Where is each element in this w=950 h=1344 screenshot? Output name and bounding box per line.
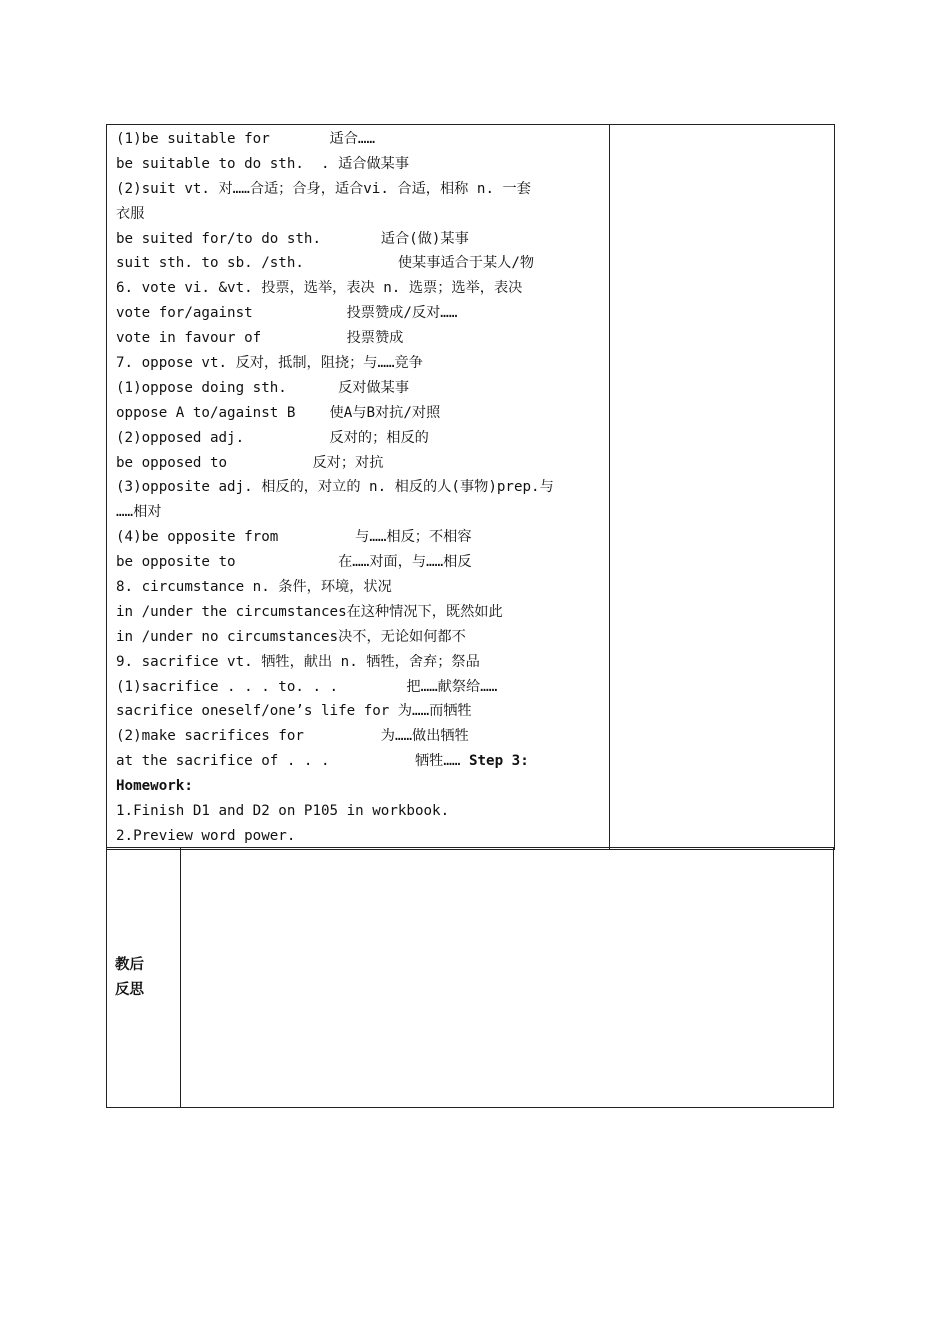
- note-line: (1)oppose doing sth. 反对做某事: [116, 379, 410, 396]
- reflection-label-line: 反思: [115, 981, 144, 998]
- note-line: 衣服: [116, 205, 145, 222]
- note-line: in /under the circumstances在这种情况下，既然如此: [116, 603, 503, 620]
- homework-title: Homework:: [116, 778, 193, 795]
- note-line: be opposed to 反对；对抗: [116, 454, 384, 471]
- note-line: suit sth. to sb. /sth. 使某事适合于某人/物: [116, 255, 535, 272]
- note-line-text: at the sacrifice of . . . 牺牲……: [116, 753, 469, 770]
- side-notes-cell: [610, 125, 835, 850]
- reflection-label-cell: [107, 848, 181, 1108]
- note-line: (1)sacrifice . . . to. . . 把……献祭给……: [116, 678, 498, 695]
- homework-item: 1.Finish D1 and D2 on P105 in workbook.: [116, 803, 450, 820]
- notes-row: [107, 125, 835, 850]
- note-line-with-step: [116, 749, 609, 774]
- note-line: (2)suit vt. 对……合适；合身，适合vi. 合适，相称 n. 一套: [116, 180, 531, 197]
- note-line: 9. sacrifice vt. 牺牲，献出 n. 牺牲，舍弃；祭品: [116, 653, 480, 670]
- note-line: be suitable to do sth. . 适合做某事: [116, 155, 410, 172]
- note-line: 7. oppose vt. 反对，抵制，阻挠；与……竞争: [116, 355, 423, 372]
- note-line: oppose A to/against B 使A与B对抗/对照: [116, 404, 441, 421]
- reflection-body-cell[interactable]: [181, 848, 834, 1108]
- notes-cell: [107, 125, 610, 850]
- reflection-row: [107, 848, 834, 1108]
- note-line: vote for/against 投票赞成/反对……: [116, 305, 458, 322]
- note-line: in /under no circumstances决不，无论如何都不: [116, 628, 466, 645]
- homework-item: 2.Preview word power.: [116, 827, 296, 844]
- note-line: vote in favour of 投票赞成: [116, 330, 404, 347]
- reflection-table: [106, 847, 834, 1108]
- reflection-label-line: 教后: [115, 956, 144, 973]
- vocabulary-notes: [107, 125, 609, 849]
- lesson-table: [106, 124, 835, 850]
- note-line: ……相对: [116, 504, 162, 521]
- note-line: sacrifice oneself/one’s life for 为……而牺牲: [116, 703, 472, 720]
- reflection-label: [107, 953, 180, 1003]
- note-line: (2)opposed adj. 反对的；相反的: [116, 429, 429, 446]
- note-line: be suited for/to do sth. 适合(做)某事: [116, 230, 469, 247]
- note-line: 6. vote vi. &vt. 投票，选举，表决 n. 选票；选举，表决: [116, 280, 523, 297]
- note-line: (2)make sacrifices for 为……做出牺牲: [116, 728, 469, 745]
- note-line: be opposite to 在……对面，与……相反: [116, 554, 472, 571]
- step-label: Step 3:: [468, 753, 529, 770]
- note-line: 8. circumstance n. 条件，环境，状况: [116, 579, 392, 596]
- note-line: (1)be suitable for 适合……: [116, 131, 375, 147]
- note-line: (3)opposite adj. 相反的，对立的 n. 相反的人(事物)prep.与: [116, 479, 554, 496]
- note-line: (4)be opposite from 与……相反；不相容: [116, 529, 472, 546]
